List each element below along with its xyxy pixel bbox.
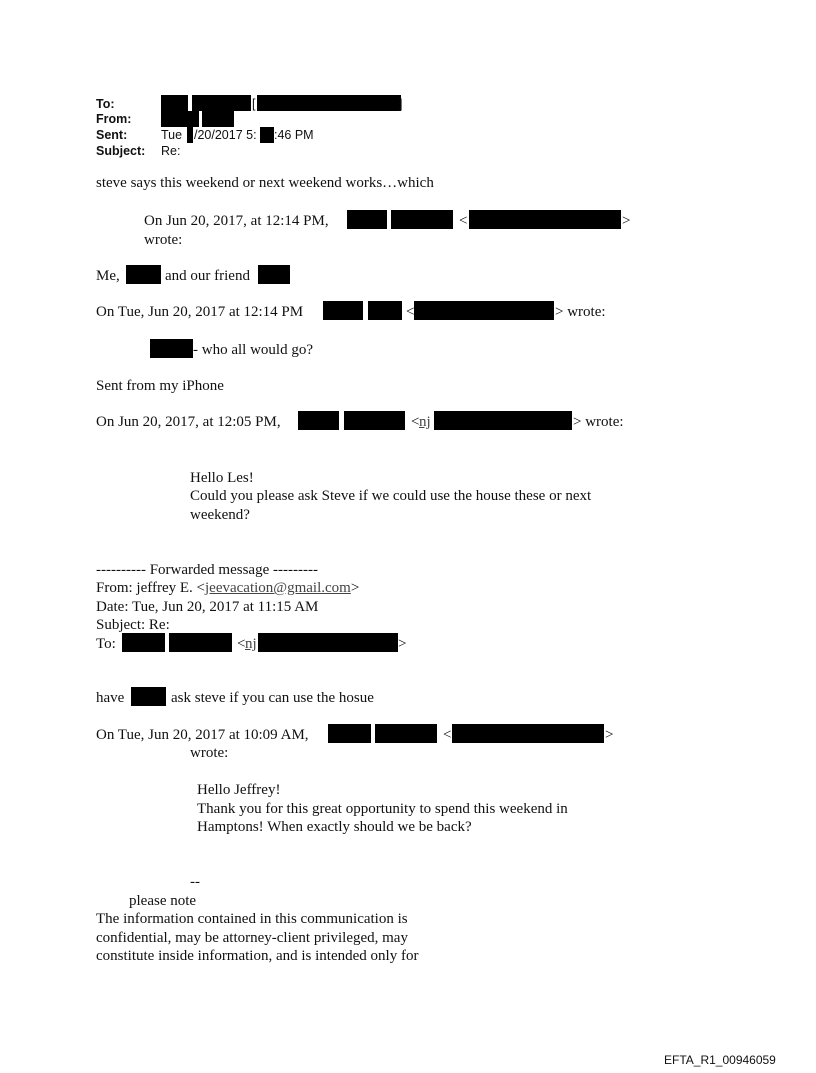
disclaimer-text: please note	[129, 893, 197, 909]
redaction	[169, 633, 232, 652]
body-text: and our friend	[165, 268, 250, 284]
quote-header: On Jun 20, 2017, at 12:14 PM,	[144, 213, 329, 229]
body-text: Hello Les!	[190, 470, 254, 486]
subject-label: Subject:	[96, 144, 146, 158]
from-label: From:	[96, 112, 132, 126]
redaction	[126, 265, 161, 284]
fwd-from-prefix: From: jeffrey E. <	[96, 580, 205, 596]
fwd-to-label: To:	[96, 636, 116, 652]
disclaimer-text: confidential, may be attorney-client privileged, may	[96, 930, 408, 946]
redaction	[131, 687, 166, 706]
redaction	[328, 724, 371, 743]
fwd-date: Date: Tue, Jun 20, 2017 at 11:15 AM	[96, 599, 319, 615]
redaction	[414, 301, 554, 320]
body-text: ask steve if you can use the hosue	[171, 690, 374, 706]
angle-bracket: <	[459, 213, 468, 229]
body-line: steve says this weekend or next weekend works…which	[96, 175, 434, 191]
sent-day: Tue	[161, 128, 183, 142]
subject-value: Re:	[161, 144, 181, 158]
redaction	[161, 95, 188, 111]
angle-bracket: <	[237, 636, 246, 652]
email-link[interactable]: jeevacation@gmail.com	[205, 580, 351, 596]
redaction	[391, 210, 453, 229]
redaction	[192, 95, 251, 111]
redaction	[258, 633, 398, 652]
body-text: have	[96, 690, 125, 706]
disclaimer-text: constitute inside information, and is intended only for	[96, 948, 419, 964]
redaction	[347, 210, 387, 229]
to-bracket-close: ]	[399, 97, 403, 111]
fwd-from	[96, 580, 359, 597]
sent-label: Sent:	[96, 128, 128, 142]
disclaimer-text: The information contained in this communication is	[96, 911, 408, 927]
document-id: EFTA_R1_00946059	[664, 1053, 776, 1067]
redaction	[161, 111, 199, 127]
redaction	[298, 411, 339, 430]
redaction	[452, 724, 604, 743]
quote-wrote: > wrote:	[573, 414, 624, 430]
body-text: Could you please ask Steve if we could use the house these or next	[190, 488, 592, 504]
angle-bracket: >	[622, 213, 631, 229]
angle-bracket: <	[411, 414, 420, 430]
to-label: To:	[96, 97, 115, 111]
quote-header: On Tue, Jun 20, 2017 at 10:09 AM,	[96, 727, 309, 743]
body-text: weekend?	[190, 507, 250, 523]
forwarded-divider: ---------- Forwarded message ---------	[96, 562, 318, 578]
body-text: - who all would go?	[193, 342, 313, 358]
angle-bracket: >	[398, 636, 407, 652]
email-link[interactable]: nj	[245, 636, 257, 652]
fwd-from-suffix: >	[350, 580, 360, 596]
quote-wrote: > wrote:	[555, 304, 606, 320]
redaction	[258, 265, 290, 284]
angle-bracket: <	[443, 727, 452, 743]
body-text: Hamptons! When exactly should we be back?	[197, 819, 472, 835]
signature-text: Sent from my iPhone	[96, 378, 224, 394]
body-text: Me,	[96, 268, 120, 284]
body-text: Hello Jeffrey!	[197, 782, 281, 798]
quote-wrote: wrote:	[190, 745, 229, 761]
angle-bracket: <	[406, 304, 415, 320]
redaction	[323, 301, 363, 320]
redaction	[469, 210, 621, 229]
angle-bracket: >	[605, 727, 614, 743]
redaction	[122, 633, 165, 652]
body-text: Thank you for this great opportunity to spend this weekend in	[197, 801, 568, 817]
signature-separator: --	[190, 874, 200, 890]
redaction	[150, 339, 193, 358]
fwd-subject: Subject: Re:	[96, 617, 170, 633]
to-bracket-open: [	[252, 97, 256, 111]
quote-header: On Jun 20, 2017, at 12:05 PM,	[96, 414, 281, 430]
quote-header: On Tue, Jun 20, 2017 at 12:14 PM	[96, 304, 304, 320]
redaction	[260, 127, 274, 143]
sent-time: :46 PM	[274, 128, 314, 142]
redaction	[434, 411, 572, 430]
redaction	[257, 95, 401, 111]
redaction	[375, 724, 437, 743]
email-link[interactable]: nj	[419, 414, 431, 430]
redaction	[187, 127, 193, 143]
redaction	[202, 111, 234, 127]
quote-wrote: wrote:	[144, 232, 183, 248]
redaction	[368, 301, 402, 320]
redaction	[344, 411, 405, 430]
sent-date: /20/2017 5:	[194, 128, 257, 142]
